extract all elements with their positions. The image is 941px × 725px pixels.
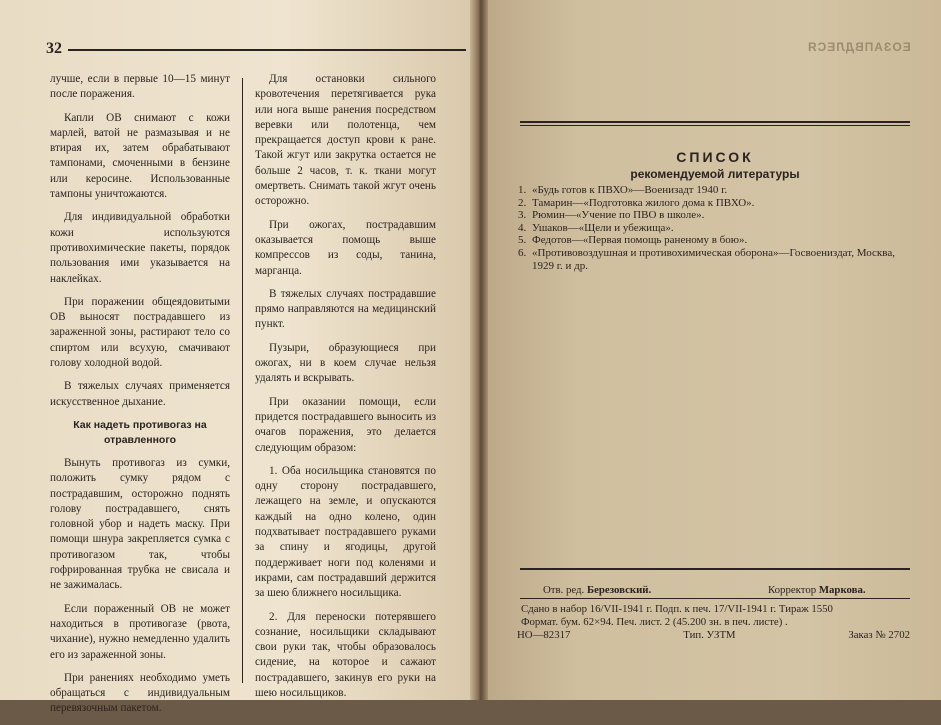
- format-line: Формат. бум. 62×94. Печ. лист. 2 (45.200 зн. в печ. листе) .: [521, 616, 788, 628]
- corrector-name: Маркова.: [818, 584, 866, 596]
- list-item: [518, 222, 913, 235]
- paragraph: 2. Для переноски потерявшего сознание, носильщики складывают свои руки так, чтобы образовалось сидение, на которое и сажают пострадавшего, закинув его руки на шею носильщиков.: [255, 610, 436, 699]
- imprint-rule-top: [520, 568, 910, 570]
- list-item: [518, 247, 913, 272]
- editor-name: Березовский.: [586, 584, 652, 596]
- item-number: 5.: [518, 234, 527, 247]
- paragraph: 1. Оба носильщика становятся по одну сторону пострадавшего, лежащего на земле, и опускаются каждый на одно колено, один подхватывает пострадавшего руками за спину и ягодицы, другой поддерживает ноги под коленями и икрами, сам пострадавший держится за шею ближнего носильщика.: [255, 464, 436, 600]
- item-number: 3.: [518, 209, 527, 222]
- paragraph: Вынуть противогаз из сумки, положить сумку рядом с пострадавшим, осторожно поднять голову пострадавшего, снять головной убор и надеть маску. При помощи шнура закрепляется сумка с противогазом так, чтобы гофрированная трубка не свисала и не зажималась.: [50, 456, 230, 592]
- paragraph: При оказании помощи, если придется пострадавшего выносить из очагов поражения, это делается следующим образом:: [255, 395, 436, 454]
- paragraph: лучше, если в первые 10—15 минут после поражения.: [50, 73, 230, 101]
- item-number: 4.: [518, 221, 527, 234]
- book-gutter: [470, 0, 488, 700]
- imprint-footer: [517, 629, 910, 642]
- column-divider: [242, 78, 243, 683]
- paragraph: При поражении общеядовитыми ОВ выносят пострадавшего из зараженной зоны, растирают тело со спиртом или всухую, смачивают голову холодной водой.: [50, 295, 230, 370]
- paragraph: Пузыри, образующиеся при ожогах, ни в коем случае нельзя удалять и вскрывать.: [255, 341, 436, 385]
- bleed-through-text: ЕОЗАПВДЛЕСЯ: [807, 40, 911, 54]
- list-item: [518, 234, 913, 247]
- editor-label: Отв. ред.: [543, 584, 585, 596]
- text-column-right: [255, 72, 436, 709]
- paragraph: Если пораженный ОВ не может находиться в противогазе (рвота, чихание), нужно немедленно удалить его из зараженной зоны.: [50, 602, 230, 661]
- paragraph: При ожогах, пострадавшим оказывается помощь выше компрессов из соды, танина, марганца.: [255, 218, 436, 277]
- item-text: «Будь готов к ПВХО»—Военизадт 1940 г.: [532, 184, 728, 196]
- page-subtitle: рекомендуемой литературы: [630, 167, 800, 181]
- corrector-label: Корректор: [768, 584, 817, 596]
- print-dates-line: Сдано в набор 16/VII-1941 г. Подп. к печ. 17/VII-1941 г. Тираж 1550: [521, 603, 833, 615]
- paragraph: В тяжелых случаях применяется искусственное дыхание.: [50, 380, 230, 408]
- paragraph: Для индивидуальной обработки кожи используются противохимические пакеты, порядок пользования ими указывается на наклейках.: [50, 211, 230, 285]
- item-text: Федотов—«Первая помощь раненому в бою».: [532, 234, 748, 247]
- text-column-left: [50, 72, 230, 725]
- double-rule-top: [520, 121, 910, 123]
- page-number: 32: [46, 40, 62, 57]
- item-number: 1.: [518, 184, 527, 196]
- paragraph: Капли ОВ снимают с кожи марлей, ватой не размазывая и не втирая их, затем обрабатывают тампонами, смоченными в бензине или керосине. Использованные тампоны уничтожаются.: [50, 111, 230, 201]
- section-subheading: Как надеть противогаз на отравленного: [73, 418, 207, 446]
- printer-name: Тип. УЗТМ: [683, 629, 736, 641]
- list-item: [518, 197, 913, 210]
- paragraph: При ранениях необходимо уметь обращаться с индивидуальным перевязочным пакетом.: [50, 671, 230, 715]
- corrector-credit: [768, 584, 866, 597]
- item-text: Рюмин—«Учение по ПВО в школе».: [532, 209, 705, 222]
- editor-credit: [543, 584, 651, 597]
- header-rule: [68, 49, 466, 51]
- paragraph: Для остановки сильного кровотечения перетягивается рука или нога выше ранения посредством веревки или полотенца, чем прекращается доступ крови к ране. Такой жгут или закрутка остается не больше 2 часов, т. к. ткани могут омертветь. Снимать такой жгут очень осторожно.: [255, 73, 436, 208]
- item-number: 2.: [518, 196, 527, 209]
- paragraph: В тяжелых случаях пострадавшие прямо направляются на медицинский пункт.: [255, 287, 436, 331]
- reference-list: [518, 184, 913, 272]
- imprint-rule-middle: [520, 598, 910, 599]
- item-text: Тамарин—«Подготовка жилого дома к ПВХО».: [532, 196, 755, 209]
- item-number: 6.: [518, 246, 527, 259]
- list-item: [518, 184, 913, 197]
- list-item: [518, 209, 913, 222]
- item-text: Ушаков—«Щели и убежища».: [532, 221, 674, 234]
- censor-code: НО—82317: [517, 629, 571, 641]
- order-number: Заказ № 2702: [848, 629, 910, 641]
- item-text: «Противовоздушная и противохимическая оборона»—Госвоениздат, Москва, 1929 г. и др.: [532, 246, 895, 272]
- double-rule-top-thin: [520, 125, 910, 126]
- page-title: СПИСОК: [676, 149, 754, 165]
